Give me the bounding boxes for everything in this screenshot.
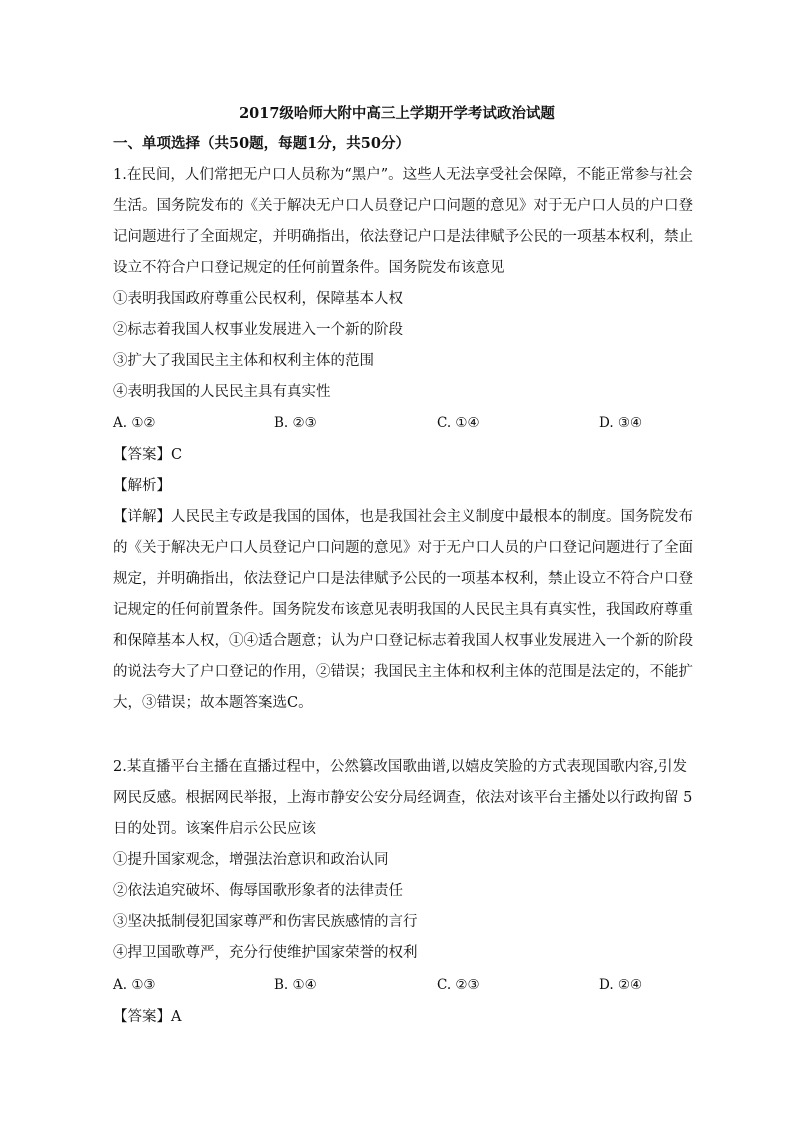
q2-statement-4: ④捍卫国歌尊严，充分行使维护国家荣誉的权利 — [113, 945, 418, 961]
q2-statement-3: ③坚决抵制侵犯国家尊严和伤害民族感情的言行 — [113, 914, 418, 930]
q1-explanation-line: 的《关于解决无户口人员登记户口问题的意见》对于无户口人员的户口登记问题进行了全面 — [113, 540, 693, 556]
q1-stem-line: 记问题进行了全面规定，并明确指出，依法登记户口是法律赋予公民的一项基本权利，禁止 — [113, 229, 693, 245]
q1-option-b: B. ②③ — [274, 415, 317, 431]
q2-statement-2: ②依法追究破坏、侮辱国歌形象者的法律责任 — [113, 883, 403, 899]
q2-option-a: A. ①③ — [113, 977, 156, 993]
q1-explanation-line: 和保障基本人权，①④适合题意；认为户口登记标志着我国人权事业发展进入一个新的阶段 — [113, 633, 693, 649]
q1-option-d: D. ③④ — [599, 415, 643, 431]
q2-stem-line: 日的处罚。该案件启示公民应该 — [113, 821, 316, 837]
q2-stem-line: 网民反感。根据网民举报，上海市静安公安分局经调查，依法对该平台主播处以行政拘留 5 — [113, 790, 693, 806]
q1-explanation-line: 大，③错误；故本题答案选C。 — [113, 695, 313, 711]
q1-statement-3: ③扩大了我国民主主体和权利主体的范围 — [113, 353, 374, 369]
q1-stem-line: 生活。国务院发布的《关于解决无户口人员登记户口问题的意见》对于无户口人员的户口登 — [113, 198, 693, 214]
q1-option-c: C. ①④ — [437, 415, 480, 431]
q2-option-c: C. ②③ — [437, 977, 480, 993]
q1-statement-1: ①表明我国政府尊重公民权利，保障基本人权 — [113, 291, 403, 307]
q2-statement-1: ①提升国家观念，增强法治意识和政治认同 — [113, 852, 389, 868]
q1-explanation-line: 规定，并明确指出，依法登记户口是法律赋予公民的一项基本权利，禁止设立不符合户口登 — [113, 571, 693, 587]
q1-analysis-label: 【解析】 — [113, 478, 171, 494]
q1-explanation-line: 【详解】人民民主专政是我国的国体，也是我国社会主义制度中最根本的制度。国务院发布 — [113, 509, 693, 525]
q1-statement-4: ④表明我国的人民民主具有真实性 — [113, 384, 331, 400]
q2-option-b: B. ①④ — [274, 977, 317, 993]
q2-option-d: D. ②④ — [599, 977, 643, 993]
section-heading: 一、单项选择（共50题，每题1分，共50分） — [113, 135, 410, 152]
q1-statement-2: ②标志着我国人权事业发展进入一个新的阶段 — [113, 322, 403, 338]
document-title: 2017级哈师大附中高三上学期开学考试政治试题 — [239, 105, 555, 122]
q1-explanation-line: 的说法夸大了户口登记的作用，②错误；我国民主主体和权利主体的范围是法定的，不能扩 — [113, 664, 693, 680]
q1-answer: 【答案】C — [113, 447, 183, 463]
q2-answer: 【答案】A — [113, 1009, 182, 1025]
q1-stem-line: 设立不符合户口登记规定的任何前置条件。国务院发布该意见 — [113, 260, 505, 276]
q2-stem-line: 2.某直播平台主播在直播过程中，公然篡改国歌曲谱,以嬉皮笑脸的方式表现国歌内容,引发 — [113, 759, 688, 775]
q1-option-a: A. ①② — [113, 415, 156, 431]
q1-explanation-line: 记规定的任何前置条件。国务院发布该意见表明我国的人民民主具有真实性，我国政府尊重 — [113, 602, 693, 618]
q1-stem-line: 1.在民间，人们常把无户口人员称为“黑户”。这些人无法享受社会保障，不能正常参与社会 — [113, 167, 693, 183]
